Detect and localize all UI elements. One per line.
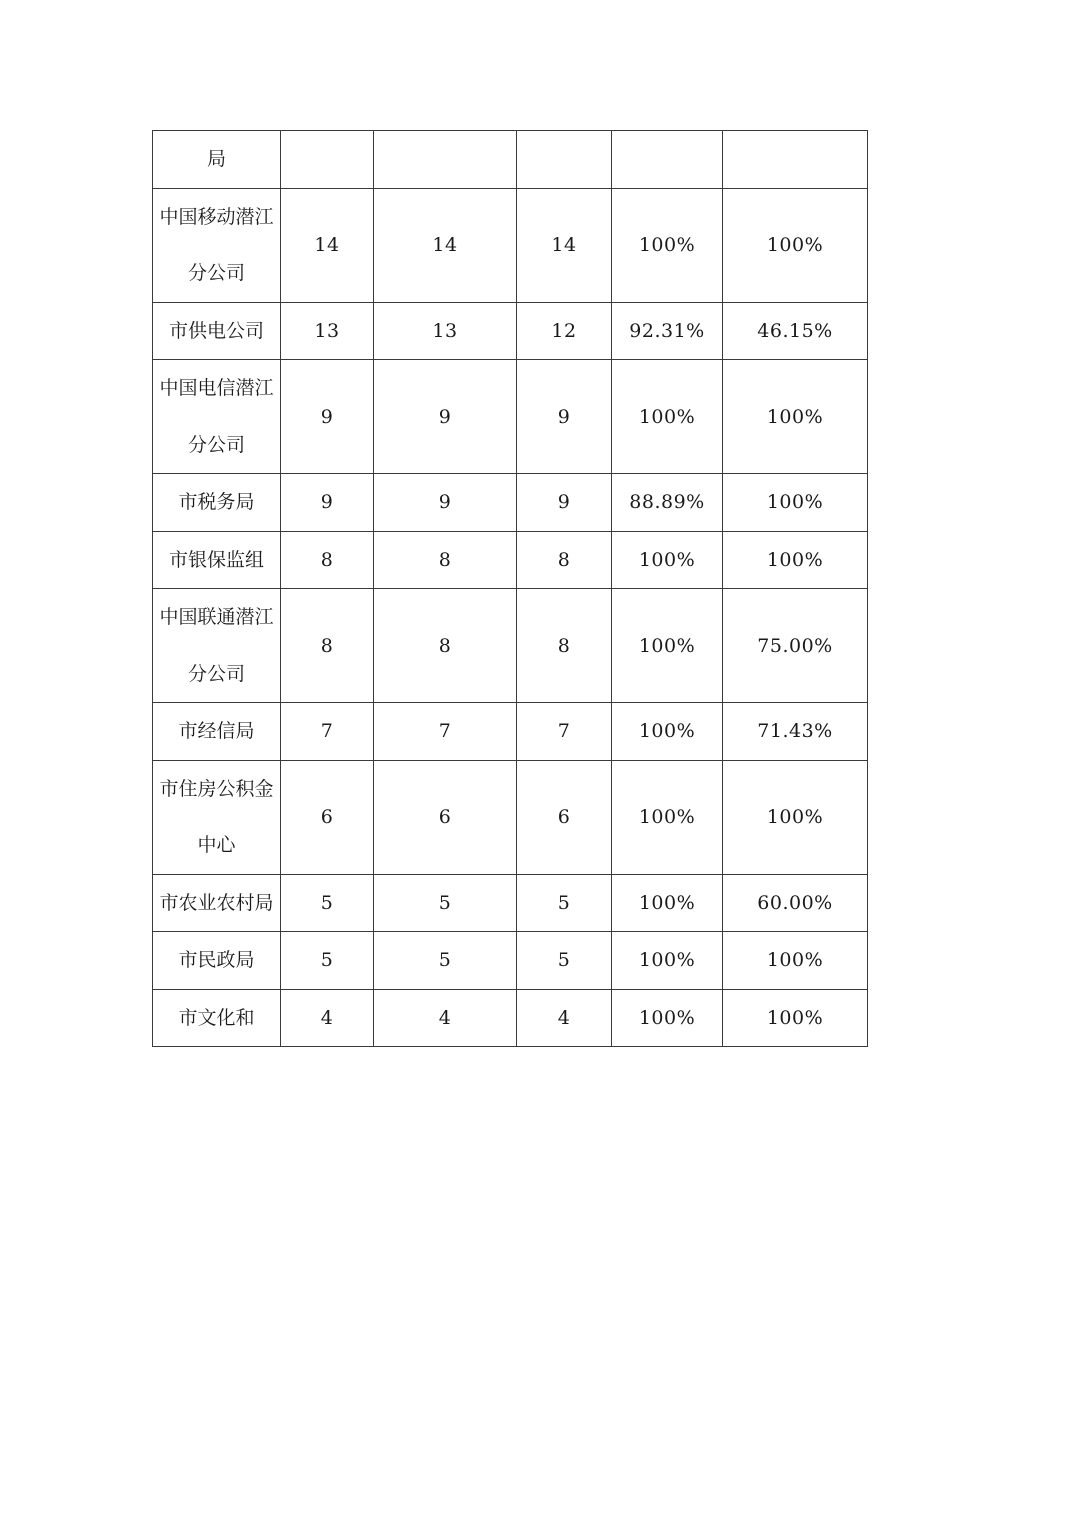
table-row — [153, 474, 868, 532]
statistics-table — [152, 130, 868, 1047]
rate-cell: 100% — [612, 360, 723, 474]
rate-cell: 100% — [723, 760, 868, 874]
rate-cell: 71.43% — [723, 703, 868, 761]
count-cell: 14 — [374, 188, 517, 302]
count-cell: 13 — [281, 302, 374, 360]
count-cell: 6 — [374, 760, 517, 874]
org-name-cell: 市税务局 — [153, 474, 281, 532]
count-cell: 5 — [517, 874, 612, 932]
org-name-cell: 市供电公司 — [153, 302, 281, 360]
org-name-cell: 市经信局 — [153, 703, 281, 761]
count-cell: 7 — [374, 703, 517, 761]
count-cell: 4 — [517, 989, 612, 1047]
table-row — [153, 874, 868, 932]
org-name-cell: 局 — [153, 131, 281, 189]
table-row — [153, 932, 868, 990]
rate-cell: 100% — [723, 989, 868, 1047]
count-cell: 4 — [281, 989, 374, 1047]
count-cell: 14 — [517, 188, 612, 302]
count-cell: 9 — [374, 474, 517, 532]
count-cell: 14 — [281, 188, 374, 302]
org-name-cell: 市银保监组 — [153, 531, 281, 589]
count-cell: 9 — [281, 360, 374, 474]
table-row — [153, 188, 868, 302]
table-row — [153, 989, 868, 1047]
table-row — [153, 302, 868, 360]
rate-cell: 100% — [723, 360, 868, 474]
count-cell: 5 — [281, 932, 374, 990]
count-cell: 5 — [517, 932, 612, 990]
rate-cell: 88.89% — [612, 474, 723, 532]
rate-cell: 60.00% — [723, 874, 868, 932]
table-row — [153, 760, 868, 874]
count-cell: 8 — [374, 589, 517, 703]
rate-cell: 75.00% — [723, 589, 868, 703]
count-cell: 8 — [281, 589, 374, 703]
rate-cell: 100% — [612, 989, 723, 1047]
rate-cell: 100% — [612, 760, 723, 874]
rate-cell — [612, 131, 723, 189]
table-row — [153, 703, 868, 761]
org-name-cell: 中国联通潜江分公司 — [153, 589, 281, 703]
count-cell: 5 — [374, 874, 517, 932]
org-name-cell: 市文化和 — [153, 989, 281, 1047]
rate-cell: 92.31% — [612, 302, 723, 360]
count-cell: 8 — [517, 589, 612, 703]
rate-cell: 100% — [723, 474, 868, 532]
rate-cell: 100% — [612, 874, 723, 932]
table-row — [153, 589, 868, 703]
count-cell — [517, 131, 612, 189]
rate-cell: 100% — [723, 932, 868, 990]
table-row — [153, 131, 868, 189]
rate-cell: 100% — [612, 932, 723, 990]
count-cell: 5 — [281, 874, 374, 932]
count-cell: 6 — [281, 760, 374, 874]
count-cell: 13 — [374, 302, 517, 360]
rate-cell: 100% — [612, 703, 723, 761]
count-cell: 4 — [374, 989, 517, 1047]
table-row — [153, 360, 868, 474]
count-cell: 8 — [517, 531, 612, 589]
rate-cell: 100% — [612, 531, 723, 589]
rate-cell: 100% — [723, 531, 868, 589]
count-cell — [281, 131, 374, 189]
org-name-cell: 市民政局 — [153, 932, 281, 990]
count-cell: 9 — [517, 360, 612, 474]
table-row — [153, 531, 868, 589]
rate-cell: 100% — [612, 188, 723, 302]
count-cell: 8 — [281, 531, 374, 589]
org-name-cell: 中国电信潜江分公司 — [153, 360, 281, 474]
count-cell — [374, 131, 517, 189]
count-cell: 12 — [517, 302, 612, 360]
rate-cell: 46.15% — [723, 302, 868, 360]
org-name-cell: 市住房公积金中心 — [153, 760, 281, 874]
count-cell: 9 — [517, 474, 612, 532]
count-cell: 8 — [374, 531, 517, 589]
rate-cell: 100% — [612, 589, 723, 703]
count-cell: 7 — [281, 703, 374, 761]
rate-cell: 100% — [723, 188, 868, 302]
count-cell: 6 — [517, 760, 612, 874]
org-name-cell: 中国移动潜江分公司 — [153, 188, 281, 302]
count-cell: 7 — [517, 703, 612, 761]
count-cell: 9 — [281, 474, 374, 532]
count-cell: 5 — [374, 932, 517, 990]
org-name-cell: 市农业农村局 — [153, 874, 281, 932]
count-cell: 9 — [374, 360, 517, 474]
rate-cell — [723, 131, 868, 189]
